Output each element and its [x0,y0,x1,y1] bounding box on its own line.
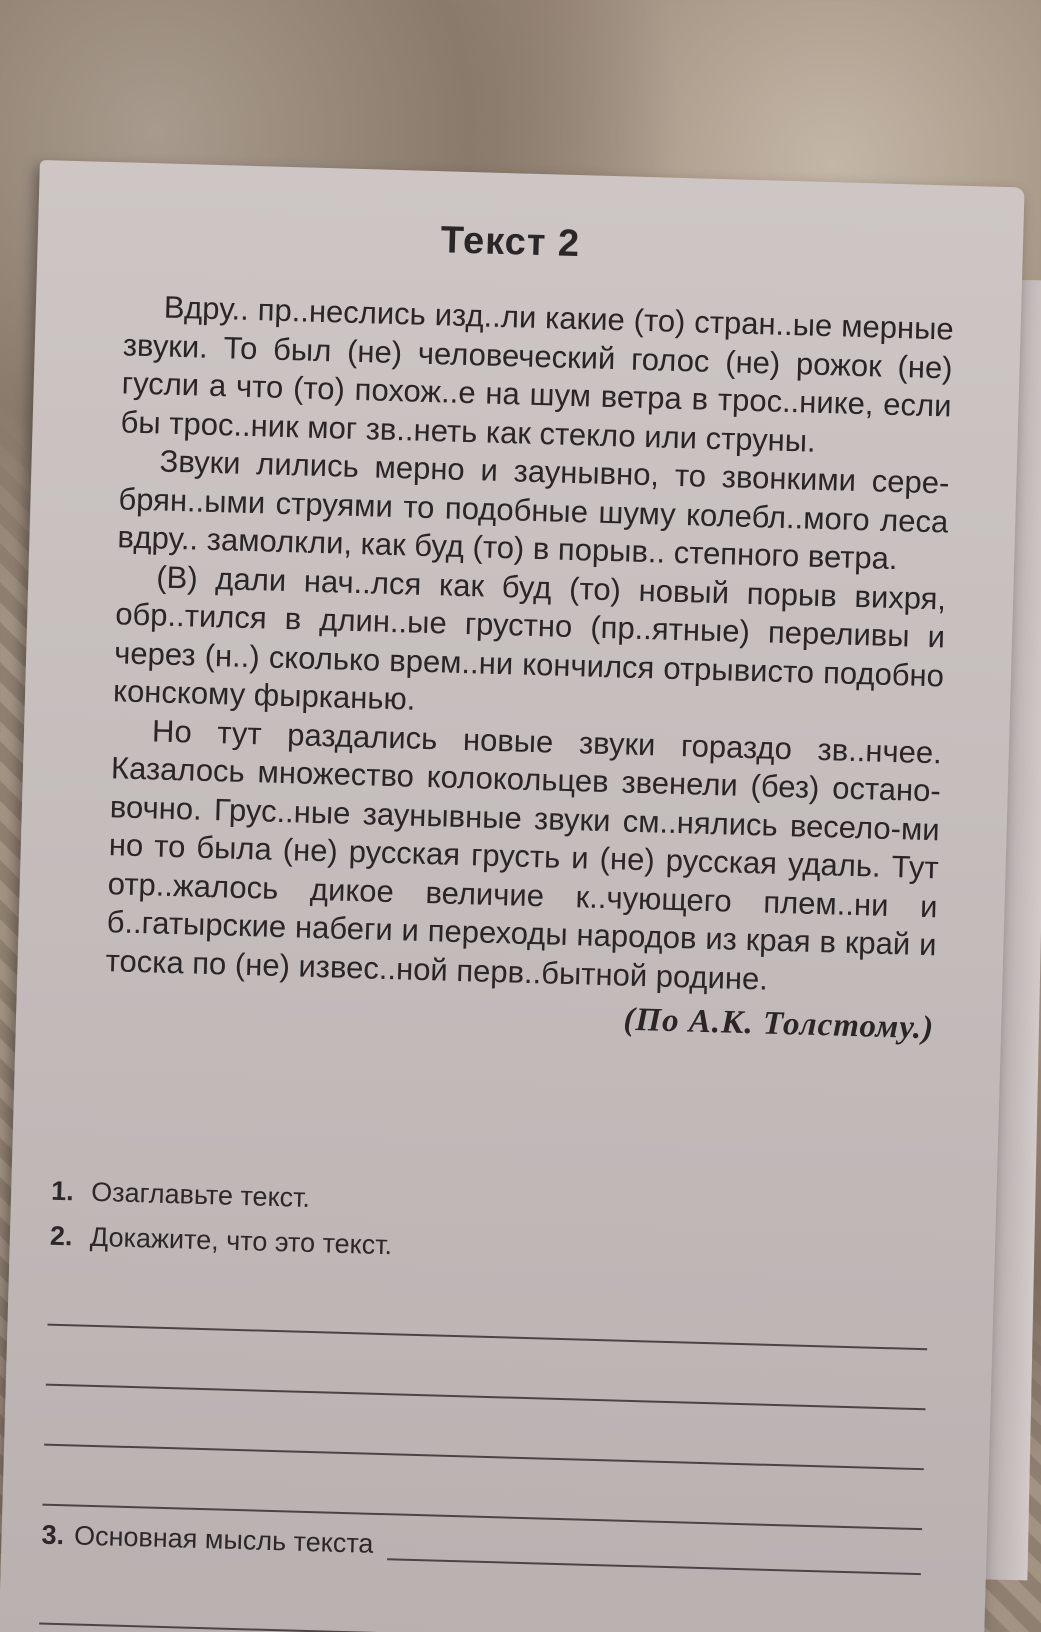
task-text: Озаглавьте текст. [90,1176,311,1213]
paragraph-4: Но тут раздались новые звуки гораздо зв..нчее. Казалось множество колокольцев звенели (без) остано-вочно. Грус..ные заунывные звуки см..нялись весело-ми но то была (не) русская грусть и (не) русская удаль. Тут отр..жалось дикое величие к..чующего плем..ни и б..гатырские набеги и переходы народов из края в край и тоска по (не) извес..ной перв..бытной родине. [105,712,943,997]
task-number: 2. [49,1220,73,1252]
exercise-text [104,287,954,1047]
task-number: 3. [41,1519,65,1551]
task-1 [51,1176,932,1232]
source-attribution: (По А.К. Толстому.) [623,1001,935,1047]
paragraph-1: Вдру.. пр..неслись изд..ли какие (то) стран..ые мерные звуки. То был (не) человеческий голос (не) рожок (не) гусли а что (то) похож..е на шум ветра в трос..нике, если бы трос..ник мог зв..неть как стекло или струны. [120,289,955,459]
page-title: Текст 2 [440,219,581,266]
paragraph-3: (В) дали нач..лся как буд (то) новый порыв вихря, обр..тился в длин..ые грустно (пр..ятные) переливы и через (н..) сколько врем..ни кончился отрывисто подобно конскому фырканью. [112,558,947,717]
workbook-page [0,160,1025,1632]
task-2 [50,1221,931,1277]
task-text: Докажите, что это текст. [89,1221,393,1261]
task-text: Основная мысль текста [73,1520,374,1559]
answer-line[interactable] [387,1530,922,1575]
task-list [39,1176,931,1632]
answer-line[interactable] [39,1565,920,1632]
task-3 [41,1520,922,1576]
paragraph-2: Звуки лились мерно и заунывно, то звонкими сере-брян..ыми струями то подобные шуму колебл..мого леса вдру.. замолкли, как буд (то) в порыв.. степного ветра. [117,443,950,577]
task-number: 1. [50,1175,75,1207]
